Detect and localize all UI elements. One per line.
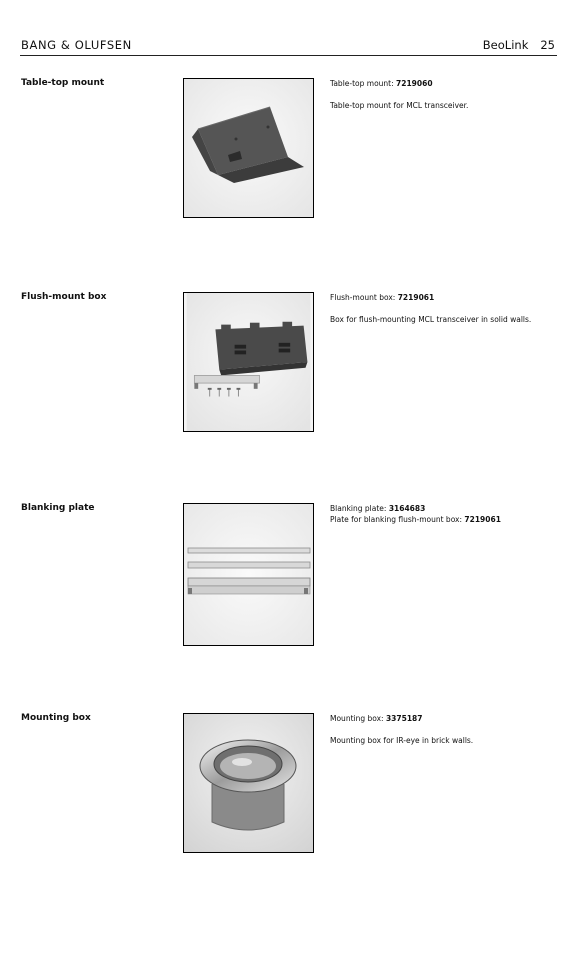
brand-logo: BANG & OLUFSEN [21, 38, 132, 52]
section-description [330, 503, 560, 525]
part-line [330, 713, 560, 724]
part-number: 3375187 [385, 714, 423, 723]
part-label: Table-top mount: [330, 79, 397, 88]
part-label: Blanking plate: [330, 504, 389, 513]
header-right [483, 38, 555, 52]
section-blanking-plate [0, 503, 574, 653]
flush-mount-box-photo [183, 292, 314, 432]
part-line [330, 292, 560, 303]
section-table-top-mount [0, 78, 574, 228]
part-number: 7219060 [396, 79, 433, 88]
part-number: 7219061 [464, 515, 501, 524]
section-title: Flush-mount box [21, 292, 107, 302]
section-title: Mounting box [21, 713, 91, 723]
part-line [330, 78, 560, 89]
mounting-box-photo [183, 713, 314, 853]
header-divider [20, 55, 557, 56]
section-description [330, 292, 560, 325]
product-name: BeoLink [482, 38, 529, 52]
part-number: 7219061 [397, 293, 435, 302]
part-number: 3164683 [388, 504, 426, 513]
part-description: Box for flush-mounting MCL transceiver in solid walls. [330, 315, 532, 324]
table-top-mount-photo [183, 78, 314, 218]
page-number: 25 [540, 38, 555, 52]
part-label: Flush-mount box: [330, 293, 398, 302]
blanking-plate-photo [183, 503, 314, 646]
part-line [330, 503, 560, 514]
part-label: Plate for blanking flush-mount box: [330, 515, 465, 524]
section-description [330, 713, 560, 746]
section-description [330, 78, 560, 111]
section-mounting-box [0, 713, 574, 863]
section-flush-mount-box [0, 292, 574, 442]
part-line-2 [330, 514, 560, 525]
part-description: Table-top mount for MCL transceiver. [330, 101, 469, 110]
section-title: Table-top mount [21, 78, 105, 88]
part-label: Mounting box: [330, 714, 386, 723]
part-description: Mounting box for IR-eye in brick walls. [330, 736, 474, 745]
section-title: Blanking plate [21, 503, 95, 513]
